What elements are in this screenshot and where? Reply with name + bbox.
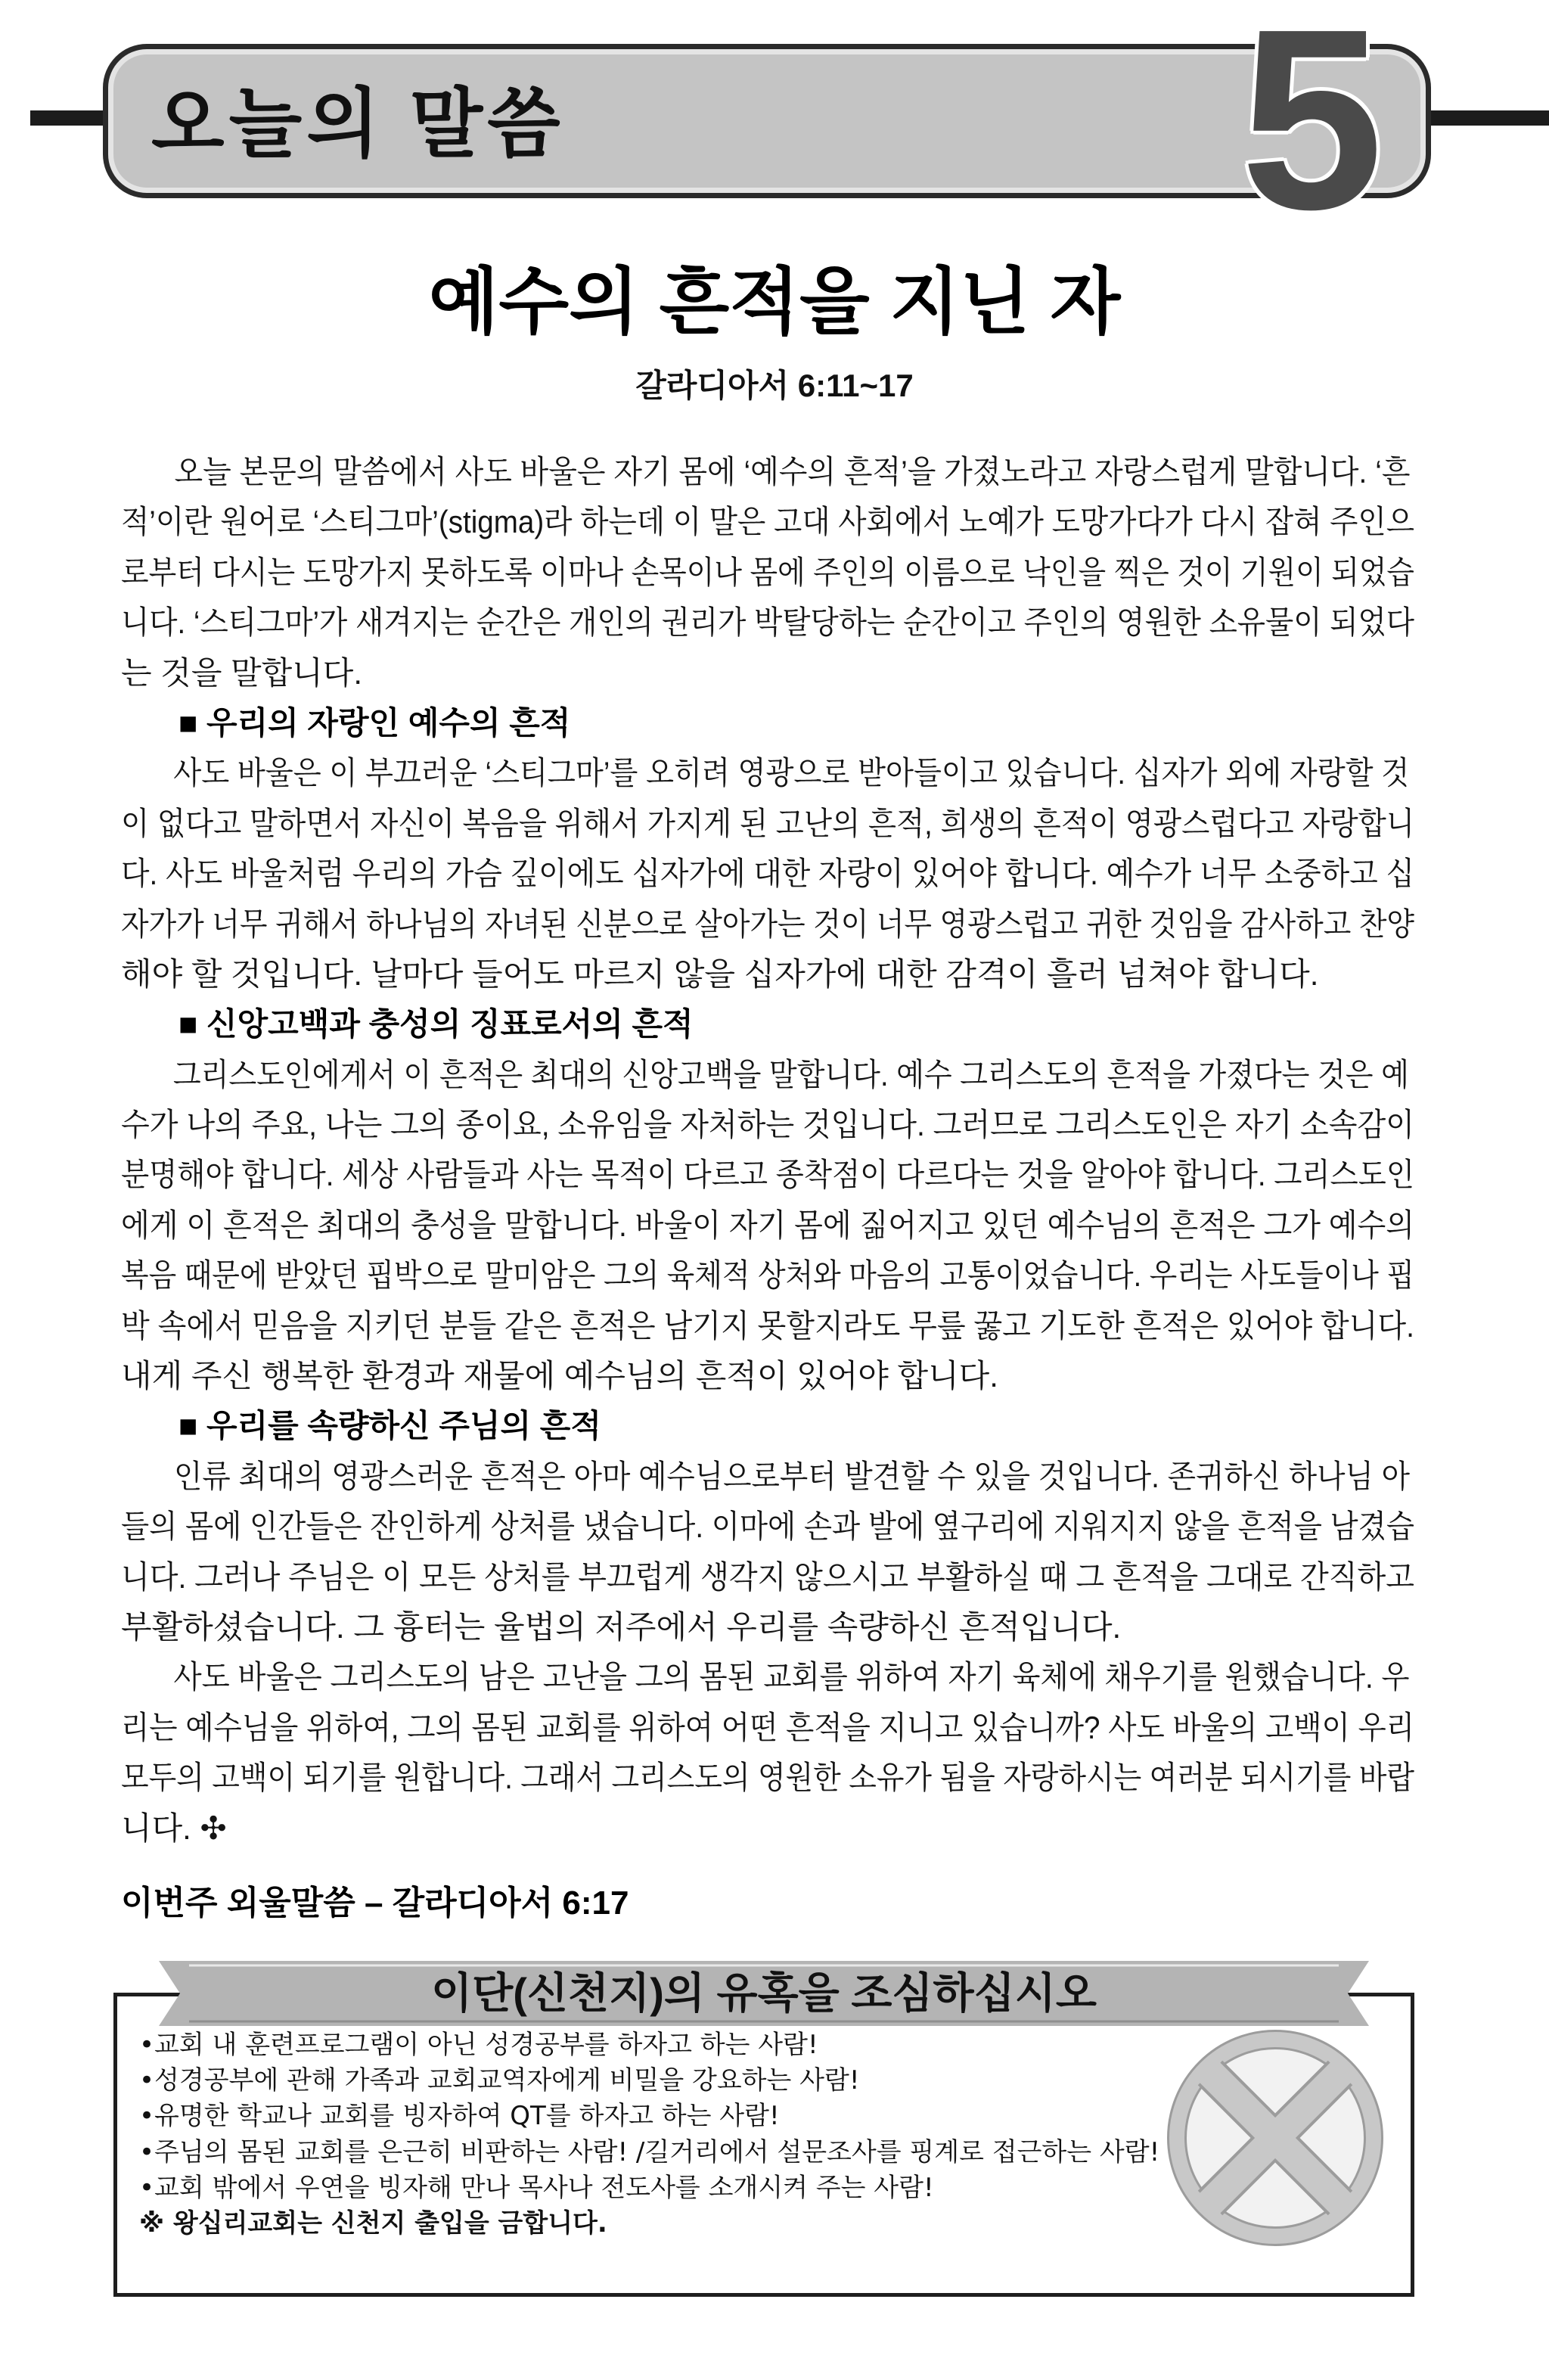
notice-footer: ※ 왕십리교회는 신천지 출입을 금합니다. bbox=[139, 2208, 607, 2239]
section-boast bbox=[121, 698, 1414, 999]
paragraph-line: 에게 이 흔적은 최대의 충성을 말합니다. 바울이 자기 몸에 짊어지고 있던 예수님의 흔적은 그가 예수의 bbox=[121, 1207, 1414, 1243]
paragraph-line: 분명해야 합니다. 세상 사람들과 사는 목적이 다르고 종착점이 다르다는 것을 알아야 합니다. 그리스도인 bbox=[121, 1157, 1414, 1193]
section-heading: ■ 우리를 속량하신 주님의 흔적 bbox=[178, 1408, 601, 1444]
notice-title: 이단(신천지)의 유혹을 조심하십시오 bbox=[431, 1969, 1097, 2017]
paragraph-line: 사도 바울은 그리스도의 남은 고난을 그의 몸된 교회를 위하여 자기 육체에 채우기를 원했습니다. 우 bbox=[173, 1659, 1410, 1695]
section-redemption bbox=[121, 1401, 1414, 1853]
paragraph-line: 그리스도인에게서 이 흔적은 최대의 신앙고백을 말합니다. 예수 그리스도의 흔적을 가졌다는 것은 예 bbox=[172, 1056, 1409, 1092]
paragraph-line: 인류 최대의 영광스러운 흔적은 아마 예수님으로부터 발견할 수 있을 것입니다. 존귀하신 하나님 아 bbox=[173, 1458, 1410, 1494]
section-heading: ■ 신앙고백과 충성의 징표로서의 흔적 bbox=[178, 1006, 694, 1042]
notice-item: •교회 내 훈련프로그램이 아닌 성경공부를 하자고 하는 사람! bbox=[139, 2030, 818, 2060]
notice-item: •교회 밖에서 우연을 빙자해 만나 목사나 전도사를 소개시켜 주는 사람! bbox=[139, 2172, 934, 2203]
header-label: 오늘의 말씀 bbox=[151, 82, 565, 166]
paragraph-line: 니다. ✣ bbox=[121, 1810, 227, 1846]
paragraph-line: 들의 몸에 인간들은 잔인하게 상처를 냈습니다. 이마에 손과 발에 옆구리에 지워지지 않을 흔적을 남겼습 bbox=[121, 1508, 1414, 1545]
paragraph-line: 내게 주신 행복한 환경과 재물에 예수님의 흔적이 있어야 합니다. bbox=[121, 1358, 998, 1394]
paragraph-line: 니다. ‘스티그마’가 새겨지는 순간은 개인의 권리가 박탈당하는 순간이고 주인의 영원한 소유물이 되었다 bbox=[121, 604, 1414, 641]
header-number: 5 bbox=[1240, 0, 1384, 263]
sermon-body bbox=[121, 447, 1414, 1853]
paragraph-line: 수가 나의 주요, 나는 그의 종이요, 소유임을 자처하는 것입니다. 그러므로 그리스도인은 자기 소속감이 bbox=[121, 1107, 1414, 1143]
paragraph-line: 는 것을 말합니다. bbox=[121, 654, 363, 691]
memory-verse: 이번주 외울말씀 – 갈라디아서 6:17 bbox=[121, 1884, 629, 1922]
paragraph-line: 복음 때문에 받았던 핍박으로 말미암은 그의 육체적 상처와 마음의 고통이었습니다. 우리는 사도들이나 핍 bbox=[121, 1257, 1414, 1294]
paragraph-line: 다. 사도 바울처럼 우리의 가슴 깊이에도 십자가에 대한 자랑이 있어야 합니다. 예수가 너무 소중하고 십 bbox=[121, 856, 1414, 892]
paragraph-line: 부활하셨습니다. 그 흉터는 율법의 저주에서 우리를 속량하신 흔적입니다. bbox=[121, 1608, 1122, 1645]
sermon-title: 예수의 흔적을 지닌 자 bbox=[428, 262, 1121, 343]
paragraph-line: 사도 바울은 이 부끄러운 ‘스티그마’를 오히려 영광으로 받아들이고 있습니다. 십자가 외에 자랑할 것 bbox=[173, 755, 1410, 791]
paragraph-line: 모두의 고백이 되기를 원합니다. 그래서 그리스도의 영원한 소유가 됨을 자랑하시는 여러분 되시기를 바랍 bbox=[121, 1760, 1414, 1796]
scripture-reference: 갈라디아서 6:11~17 bbox=[635, 368, 914, 403]
paragraph-line: 리는 예수님을 위하여, 그의 몸된 교회를 위하여 어떤 흔적을 지니고 있습니까? 사도 바울의 고백이 우리 bbox=[121, 1709, 1414, 1745]
section-confession bbox=[121, 999, 1414, 1401]
paragraph-line: 자가가 너무 귀해서 하나님의 자녀된 신분으로 살아가는 것이 너무 영광스럽고 귀한 것임을 감사하고 찬양 bbox=[121, 906, 1414, 942]
notice-item: •주님의 몸된 교회를 은근히 비판하는 사람! /길거리에서 설문조사를 핑계로 접근하는 사람! bbox=[139, 2136, 1160, 2167]
paragraph-line: 해야 할 것입니다. 날마다 들어도 마르지 않을 십자가에 대한 감격이 흘러 넘쳐야 합니다. bbox=[121, 955, 1319, 992]
paragraph-line: 적’이란 원어로 ‘스티그마’(stigma)라 하는데 이 말은 고대 사회에서 노예가 도망가다가 다시 잡혀 주인으 bbox=[121, 504, 1414, 540]
paragraph-line: 오늘 본문의 말씀에서 사도 바울은 자기 몸에 ‘예수의 흔적’을 가졌노라고 자랑스럽게 말합니다. ‘흔 bbox=[174, 454, 1411, 489]
notice-list bbox=[139, 2027, 1395, 2242]
section-heading: ■ 우리의 자랑인 예수의 흔적 bbox=[178, 704, 571, 741]
intro-paragraph bbox=[121, 447, 1414, 698]
paragraph-line: 박 속에서 믿음을 지키던 분들 같은 흔적은 남기지 못할지라도 무릎 꿇고 기도한 흔적은 있어야 합니다. bbox=[121, 1307, 1414, 1344]
notice-item: •성경공부에 관해 가족과 교회교역자에게 비밀을 강요하는 사람! bbox=[139, 2065, 860, 2096]
paragraph-line: 로부터 다시는 도망가지 못하도록 이마나 손목이나 몸에 주인의 이름으로 낙인을 찍은 것이 기원이 되었습 bbox=[121, 554, 1414, 590]
paragraph-line: 니다. 그러나 주님은 이 모든 상처를 부끄럽게 생각지 않으시고 부활하실 때 그 흔적을 그대로 간직하고 bbox=[121, 1558, 1414, 1595]
paragraph-line: 이 없다고 말하면서 자신이 복음을 위해서 가지게 된 고난의 흔적, 희생의 흔적이 영광스럽다고 자랑합니 bbox=[121, 805, 1414, 841]
notice-item: •유명한 학교나 교회를 빙자하여 QT를 하자고 하는 사람! bbox=[139, 2101, 780, 2132]
